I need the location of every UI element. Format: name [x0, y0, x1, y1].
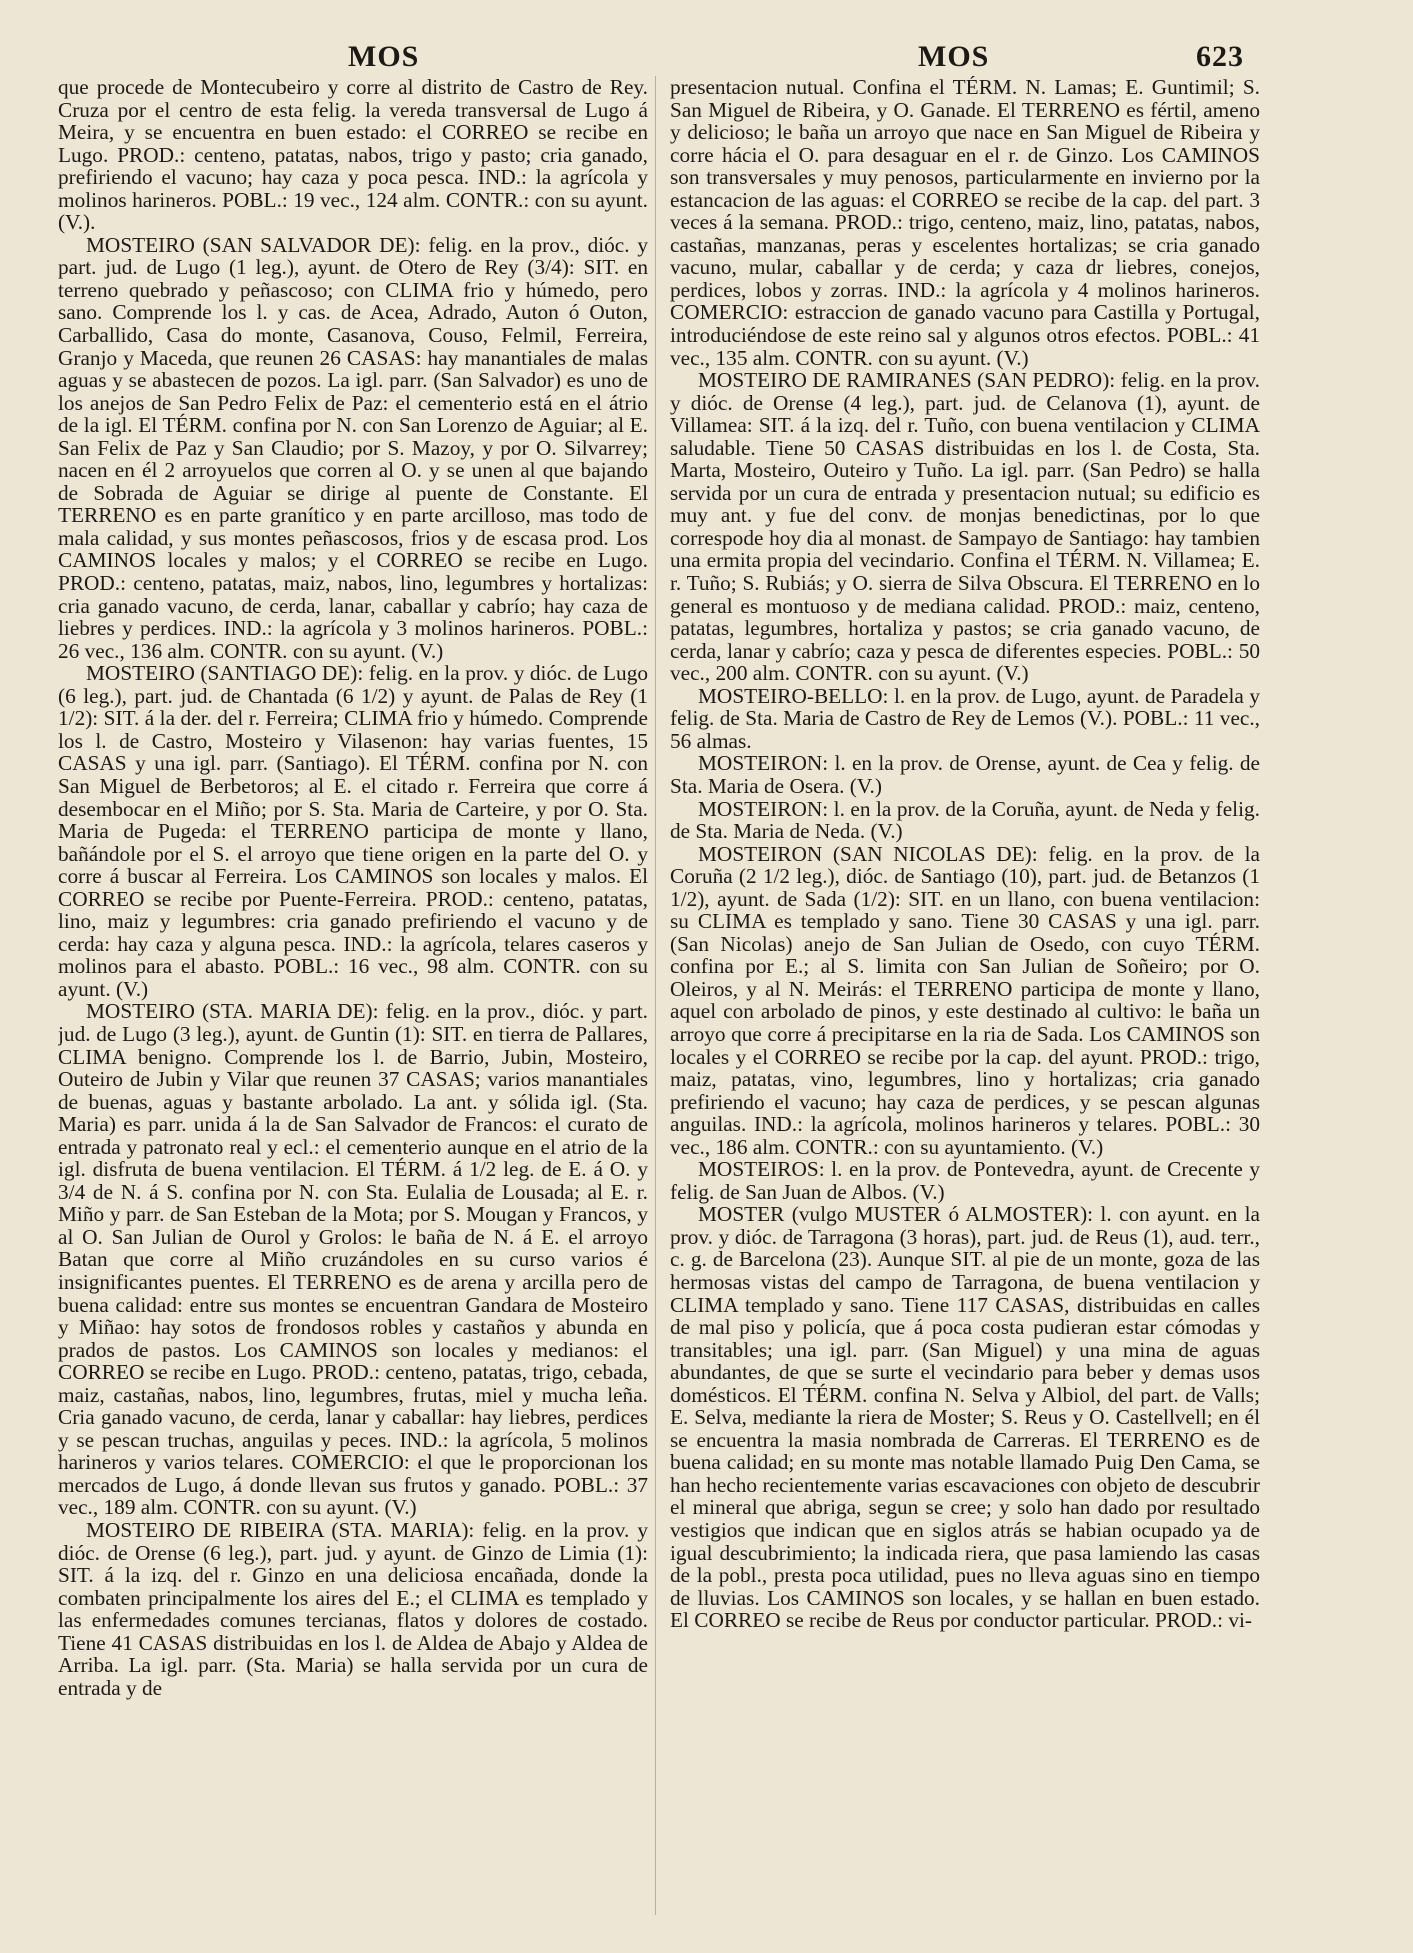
page-number: 623: [1196, 40, 1244, 73]
entry-mosteiron-san-nicolas: MOSTEIRON (SAN NICOLAS DE): felig. en la prov. de la Coruña (2 1/2 leg.), dióc. de Santiago (10), part. jud. de Betanzos (1 1/2), ayunt. de Sada (1/2): SIT. en un llano, con buena ventilacion: su CLIMA es templado y sano. Tiene 30 CASAS y una igl. parr. (San Nicolas) anejo de San Julian de Osedo, con cuyo TÉRM. confina por E.; al S. limita con San Julian de Soñeiro; por O. Oleiros, y al N. Meirás: el TERRENO participa de monte y llano, aquel con arbolado de pinos, y este destinado al cultivo: le baña un arroyo que corre á precipitarse en la ria de Sada. Los CAMINOS son locales y el CORREO se recibe por la cap. del ayunt. PROD.: trigo, maiz, patatas, vino, legumbres, lino y hortalizas; cria ganado prefiriendo el vacuno; hay caza de perdices, y se pescan algunas anguilas. IND.: la agrícola, molinos harineros y telares. POBL.: 30 vec., 186 alm. CONTR.: con su ayuntamiento. (V.): [670, 841, 1260, 1159]
running-head-left: MOS: [348, 40, 420, 73]
left-column: [58, 76, 648, 1923]
entry-mosteiro-de-ribeira: MOSTEIRO DE RIBEIRA (STA. MARIA): felig. en la prov. y dióc. de Orense (6 leg.), part. jud. y ayunt. de Ginzo de Limia (1): SIT. á la izq. del r. Ginzo en una deliciosa encañada, donde la combaten principalmente los aires del E.; el CLIMA es templado y las enfermedades comunes tercianas, flatos y dolores de costado. Tiene 41 CASAS distribuidas en los l. de Aldea de Abajo y Aldea de Arriba. La igl. parr. (Sta. Maria) se halla servida por un cura de entrada y de: [58, 1518, 648, 1700]
entry-mosteiron-orense: MOSTEIRON: l. en la prov. de Orense, ayunt. de Cea y felig. de Sta. Maria de Osera. (V.): [670, 751, 1260, 798]
entry-moster: MOSTER (vulgo MUSTER ó ALMOSTER): l. con ayunt. en la prov. y dióc. de Tarragona (3 horas), part. jud. de Reus (1), aud. terr., c. g. de Barcelona (23). Aunque SIT. al pie de un monte, goza de las hermosas vistas del campo de Tarragona, de buena ventilacion y CLIMA templado y sano. Tiene 117 CASAS, distribuidas en calles de mal piso y policía, que á poca costa pudieran estar cómodas y transitables; una igl. parr. (San Miguel) y una mina de aguas abundantes, de que se surte el vecindario para beber y demas usos domésticos. El TÉRM. confina N. Selva y Albiol, del part. de Valls; E. Selva, mediante la riera de Moster; S. Reus y O. Castellvell; en él se encuentra la masia nombrada de Carreras. El TERRENO es de buena calidad; en su monte mas notable llamado Puig Den Cama, se han hecho recientemente varias escavaciones con objeto de descubrir el mineral que abriga, segun se cree; y solo han dado por resultado vestigios que indican que en siglos atrás se habian ocupado ya de igual descubrimiento; la indicada riera, que pasa lamiendo las casas de la pobl., presta poca utilidad, pues no lleva aguas sino en tiempo de lluvias. Los CAMINOS son locales, y se hallan en buen estado. El CORREO se recibe de Reus por conductor particular. PROD.: vi-: [670, 1202, 1260, 1633]
entry-mosteiro-san-salvador: MOSTEIRO (SAN SALVADOR DE): felig. en la prov., dióc. y part. jud. de Lugo (1 leg.), ayunt. de Otero de Rey (3/4): SIT. en terreno quebrado y peñascoso; con CLIMA frio y húmedo, pero sano. Comprende los l. y cas. de Acea, Adrado, Auton ó Outon, Carballido, Casa do monte, Casanova, Couso, Felmil, Ferreira, Granjo y Maceda, que reunen 26 CASAS: hay manantiales de malas aguas y se abastecen de pozos. La igl. parr. (San Salvador) es uno de los anejos de San Pedro Felix de Paz: el cementerio está en el átrio de la igl. El TÉRM. confina por N. con San Lorenzo de Aguiar; al E. San Felix de Paz y San Claudio; por S. Mazoy, y por O. Silvarrey; nacen en él 2 arroyuelos que corren al O. y se unen al que bajando de Sobrada de Aguiar se dirige al puente de Constante. El TERRENO es en parte granítico y en parte arcilloso, mas todo de mala calidad, y sus montes peñascosos, frios y de escasa prod. Los CAMINOS locales y malos; y el CORREO se recibe en Lugo. PROD.: centeno, patatas, maiz, nabos, lino, legumbres y hortalizas: cria ganado vacuno, de cerda, lanar, caballar y cabrío; hay caza de liebres y perdices. IND.: la agrícola y 3 molinos harineros. POBL.: 26 vec., 136 alm. CONTR. con su ayunt. (V.): [58, 232, 648, 663]
entry-mosteiro-bello: MOSTEIRO-BELLO: l. en la prov. de Lugo, ayunt. de Paradela y felig. de Sta. Maria de Castro de Rey de Lemos (V.). POBL.: 11 vec., 56 almas.: [670, 683, 1260, 753]
entry-mosteiro-santiago: MOSTEIRO (SANTIAGO DE): felig. en la prov. y dióc. de Lugo (6 leg.), part. jud. de Chantada (6 1/2) y ayunt. de Palas de Rey (1 1/2): SIT. á la der. del r. Ferreira; CLIMA frio y húmedo. Comprende los l. de Castro, Mosteiro y Vilasenon: hay varias fuentes, 15 CASAS y una igl. parr. (Santiago). El TÉRM. confina por N. con San Miguel de Berbetoros; al E. el citado r. Ferreira que corre á desembocar en el Miño; por S. Sta. Maria de Carteire, y por O. Sta. Maria de Pugeda: el TERRENO participa de monte y llano, bañándole por el S. el arroyo que tiene origen en la parte del O. y corre á buscar al Ferreira. Los CAMINOS son locales y malos. El CORREO se recibe por Puente-Ferreira. PROD.: centeno, patatas, lino, maiz y legumbres: cria ganado prefiriendo el vacuno y de cerda: hay caza y alguna pesca. IND.: la agrícola, telares caseros y molinos para el abasto. POBL.: 16 vec., 98 alm. CONTR. con su ayunt. (V.): [58, 661, 648, 1001]
entry-mosteiro-de-ramiranes: MOSTEIRO DE RAMIRANES (SAN PEDRO): felig. en la prov. y dióc. de Orense (4 leg.), part. jud. de Celanova (1), ayunt. de Villamea: SIT. á la izq. del r. Tuño, con buena ventilacion y CLIMA saludable. Tiene 50 CASAS distribuidas en los l. de Costa, Sta. Marta, Mosteiro, Outeiro y Tuño. La igl. parr. (San Pedro) se halla servida por un cura de entrada y presentacion nutual; su edificio es muy ant. y fue del conv. de monjas benedictinas, por lo que correspode hoy dia al monast. de Sampayo de Santiago: hay tambien una ermita propia del vecindario. Confina el TÉRM. N. Villamea; E. r. Tuño; S. Rubiás; y O. sierra de Silva Obscura. El TERRENO en lo general es montuoso y de mediana calidad. PROD.: maiz, centeno, patatas, legumbres, hortaliza y pastos; se cria ganado vacuno, de cerda, lanar y cabrío; caza y pesca de diferentes especies. POBL.: 50 vec., 200 alm. CONTR. con su ayunt. (V.): [670, 368, 1260, 686]
entry-mosteiros: MOSTEIROS: l. en la prov. de Pontevedra, ayunt. de Crecente y felig. de San Juan de Albos. (V.): [670, 1157, 1260, 1204]
running-head-right: MOS: [918, 40, 990, 73]
page-header: [0, 40, 1413, 80]
right-column: [670, 76, 1260, 1923]
column-divider: [655, 76, 656, 1915]
entry-mosteiron-coruna: MOSTEIRON: l. en la prov. de la Coruña, ayunt. de Neda y felig. de Sta. Maria de Neda. (V.): [670, 796, 1260, 844]
entry-mosteiro-sta-maria: MOSTEIRO (STA. MARIA DE): felig. en la prov., dióc. y part. jud. de Lugo (3 leg.), ayunt. de Guntin (1): SIT. en tierra de Pallares, CLIMA benigno. Comprende los l. de Barrio, Jubin, Mosteiro, Outeiro de Jubin y Vilar que reunen 37 CASAS; varios manantiales de buenas, aguas y bastante arbolado. La ant. y sólida igl. (Sta. Maria) es parr. unida á la de San Salvador de Francos: el curato de entrada y patronato real y ecl.: el cementerio aunque en el atrio de la igl. disfruta de buena ventilacion. El TÉRM. á 1/2 leg. de E. á O. y 3/4 de N. á S. confina por N. con Sta. Eulalia de Lousada; al E. r. Miño y parr. de San Esteban de la Mota; por S. Mougan y Francos, y al O. San Julian de Ourol y Grolos: le baña de N. á E. el arroyo Batan que corre al Miño cruzándoles en su curso varios é insignificantes puentes. El TERRENO es de arena y arcilla pero de buena calidad: entre sus montes se encuentran Gandara de Mosteiro y Miñao: hay sotos de frondosos robles y castaños y abunda en prados de pastos. Los CAMINOS son locales y medianos: el CORREO se recibe en Lugo. PROD.: centeno, patatas, trigo, cebada, maiz, castañas, nabos, lino, legumbres, frutas, miel y mucha leña. Cria ganado vacuno, de cerda, lanar y caballar: hay liebres, perdices y se pescan truchas, anguilas y peces. IND.: la agrícola, 5 molinos harineros y varios telares. COMERCIO: el que le proporcionan los mercados de Lugo, á donde llevan sus frutos y ganado. POBL.: 37 vec., 189 alm. CONTR. con su ayunt. (V.): [58, 999, 648, 1520]
entry-continuation: que procede de Montecubeiro y corre al distrito de Castro de Rey. Cruza por el centro de esta felig. la vereda transversal de Lugo á Meira, y se encuentra en buen estado: el CORREO se recibe en Lugo. PROD.: centeno, patatas, nabos, trigo y pasto; cria ganado, prefiriendo el vacuno; hay caza y poca pesca. IND.: la agrícola y molinos harineros. POBL.: 19 vec., 124 alm. CONTR.: con su ayunt. (V.).: [58, 76, 648, 235]
entry-continuation-right: presentacion nutual. Confina el TÉRM. N. Lamas; E. Guntimil; S. San Miguel de Ribeira, y O. Ganade. El TERRENO es fértil, ameno y delicioso; le baña un arroyo que nace en San Miguel de Ribeira y corre hácia el O. para desaguar en el r. de Ginzo. Los CAMINOS son transversales y muy penosos, particularmente en invierno por la estancacion de las aguas: el CORREO se recibe de la cap. del part. 3 veces á la semana. PROD.: trigo, centeno, maiz, lino, patatas, nabos, castañas, manzanas, peras y escelentes hortalizas; se cria ganado vacuno, mular, caballar y de cerda; y caza dr liebres, conejos, perdices, lobos y zorras. IND.: la agrícola y 4 molinos harineros. COMERCIO: estraccion de ganado vacuno para Castilla y Portugal, introduciéndose de este reino sal y algunos otros efectos. POBL.: 41 vec., 135 alm. CONTR. con su ayunt. (V.): [670, 76, 1260, 370]
